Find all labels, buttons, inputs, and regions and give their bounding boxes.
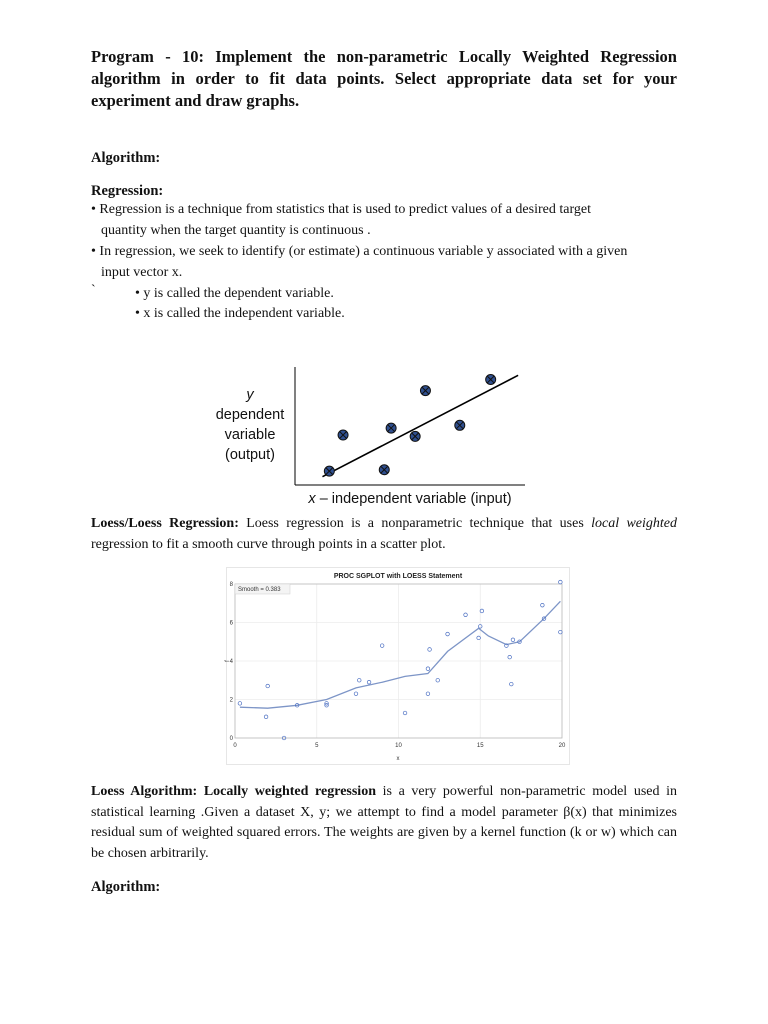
stray-backtick: `	[91, 283, 96, 298]
fig1-y-label-line: dependent	[215, 407, 285, 423]
fig2-x-tick-label: 5	[315, 743, 319, 749]
fig1-points-group	[324, 374, 495, 476]
fig1-point	[386, 423, 396, 433]
bullet-1-line-1: • Regression is a technique from statistics that is used to predict values of a desired target	[91, 202, 591, 217]
algorithm-heading-2: Algorithm:	[91, 879, 161, 895]
linear-regression-figure	[200, 355, 530, 510]
loess-algo-label-b: Locally weighted regression	[203, 784, 376, 799]
fig1-x-axis-label	[307, 491, 511, 507]
fig2-x-tick-label: 0	[233, 743, 237, 749]
loess-intro-text-a: Loess regression is a nonparametric technique that uses	[238, 516, 592, 531]
sub-bullet-y: • y is called the dependent variable.	[135, 286, 334, 301]
fig1-point	[324, 466, 334, 476]
loess-intro-text-b: regression to fit a smooth curve through points in a scatter plot.	[91, 536, 446, 552]
fig1-y-axis-label	[216, 387, 285, 463]
fig1-point	[379, 465, 389, 475]
algorithm-heading: Algorithm:	[91, 150, 161, 166]
fig2-y-tick-label: 0	[229, 736, 233, 742]
bullet-2-line-2: input vector x.	[101, 265, 183, 280]
fig1-y-label-line: y	[246, 387, 254, 403]
fig1-x-var: x	[308, 491, 316, 507]
fig2-y-tick-label: 8	[229, 582, 233, 588]
loess-algo-text: is a very powerful non-parametric model used in statistical learning .Given a dataset X, y; we attempt to find a model parameter β(x) that minimizes residual sum of weighted squared errors. The weights are given by a kernel function (k or w) which can be chosen arbitrarily.	[91, 784, 677, 861]
page-title: Program - 10: Implement the non-parametric Locally Weighted Regression algorithm in order to fit data points. Select appropriate data set for your experiment and draw graphs.	[91, 47, 677, 110]
loess-plot-figure	[226, 567, 570, 765]
bullet-1-line-2: quantity when the target quantity is continuous .	[101, 223, 371, 238]
fig1-point	[455, 420, 465, 430]
fig1-point	[486, 374, 496, 384]
fig2-x-tick-label: 15	[476, 743, 484, 749]
fig2-x-tick-label: 10	[395, 743, 402, 749]
fig2-annotation: Smooth = 0.383	[238, 587, 281, 593]
loess-algo-label-a: Loess Algorithm:	[91, 784, 204, 799]
fig1-point	[410, 431, 420, 441]
fig2-title: PROC SGPLOT with LOESS Statement	[333, 573, 463, 580]
fig1-point	[338, 430, 348, 440]
fig2-y-tick-label: 6	[229, 620, 233, 627]
fig1-point	[420, 386, 430, 396]
fig2-y-tick-label: 2	[229, 697, 233, 704]
bullet-2-line-1: • In regression, we seek to identify (or estimate) a continuous variable y associated with a given	[91, 244, 628, 259]
fig2-y-tick-label: 4	[229, 659, 233, 665]
loess-intro-label: Loess/Loess Regression:	[91, 516, 239, 531]
fig2-y-label: f	[225, 660, 231, 662]
loess-algorithm-paragraph	[91, 782, 677, 864]
fig1-y-label-line: variable	[224, 427, 276, 443]
fig2-border	[227, 568, 570, 765]
fig1-y-label-line: (output)	[225, 447, 275, 463]
fig2-x-label: x	[396, 756, 400, 762]
fig2-x-tick-label: 20	[558, 743, 566, 749]
regression-heading: Regression:	[91, 183, 164, 199]
loess-intro-italic: local weighted	[591, 516, 677, 531]
loess-intro-paragraph	[91, 514, 677, 555]
sub-bullet-x: • x is called the independent variable.	[135, 306, 345, 321]
fig1-x-rest: – independent variable (input)	[315, 491, 512, 507]
